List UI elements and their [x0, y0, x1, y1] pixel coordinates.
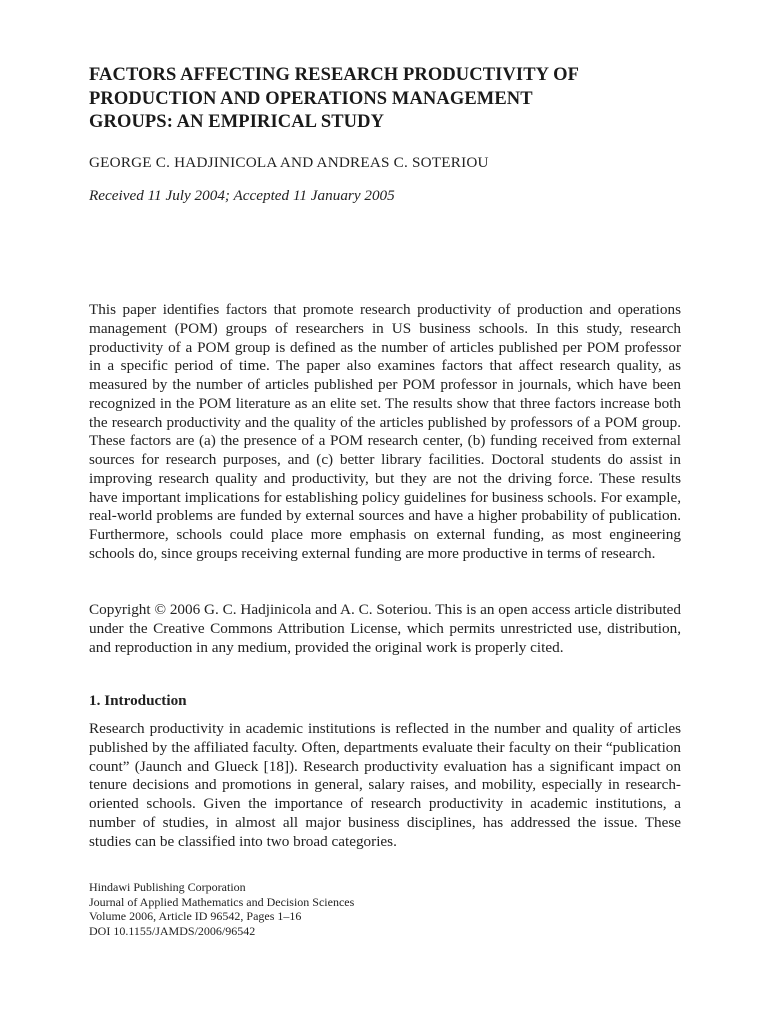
title-line: PRODUCTION AND OPERATIONS MANAGEMENT [89, 88, 533, 109]
publisher: Hindawi Publishing Corporation [89, 880, 246, 894]
intro-text: ]). Research productivity evaluation has a significant impact on tenure decisions and promotions in general, salary raises, and mobility, especially in research-oriented schools. Given the importance of research productivity in academic institutions, a number of studies, in almost all major business disciplines, has addressed the issue. These studies can be classified into two broad categories. [89, 757, 681, 850]
journal-name: Journal of Applied Mathematics and Decision Sciences [89, 894, 355, 909]
section-heading-introduction: 1. Introduction [89, 692, 187, 709]
abstract: This paper identifies factors that promote research productivity of production and operations management (POM) groups of researchers in US business schools. In this study, research productivity of a POM group is defined as the number of articles published per POM professor in a specific period of time. The paper also examines factors that affect research quality, as measured by the number of articles published per POM professor in journals, which have been recognized in the POM literature as an elite set. The results show that three factors increase both the research productivity and the quality of the articles published by professors of a POM group. These factors are (a) the presence of a POM research center, (b) funding received from external sources for research purposes, and (c) better library facilities. Doctoral students do assist in improving research quality and productivity, but they are not the driving force. These results have important implications for establishing policy guidelines for business schools. For example, real-world problems are funded by external sources and have a higher probability of publication. Furthermore, schools could place more emphasis on external funding, as most engineering schools do, since groups receiving external funding are more productive in terms of research. [89, 301, 681, 562]
intro-text: Research productivity in academic institutions is reflected in the number and quality of articles published by the affiliated faculty. Often, departments evaluate their faculty on their “publication count” (Jaunch and Glueck [ [89, 720, 681, 775]
authors: GEORGE C. HADJINICOLA AND ANDREAS C. SOTERIOU [89, 153, 489, 171]
paper-title [89, 64, 681, 135]
volume-info: Volume 2006, Article ID 96542, Pages 1–16 [89, 909, 302, 923]
paper-page [89, 64, 681, 938]
title-line: FACTORS AFFECTING RESEARCH PRODUCTIVITY OF [89, 65, 580, 85]
copyright-notice: Copyright © 2006 G. C. Hadjinicola and A. C. Soteriou. This is an open access article distributed under the Creative Commons Attribution License, which permits unrestricted use, distribution, and reproduction in any medium, provided the original work is properly cited. [89, 601, 681, 656]
doi: DOI 10.1155/JAMDS/2006/96542 [89, 923, 256, 938]
title-line: GROUPS: AN EMPIRICAL STUDY [89, 112, 385, 132]
introduction-paragraph [89, 720, 681, 851]
citation-link[interactable]: 18 [268, 757, 284, 775]
publication-footer [89, 880, 681, 938]
received-dates: Received 11 July 2004; Accepted 11 January 2005 [89, 186, 395, 204]
